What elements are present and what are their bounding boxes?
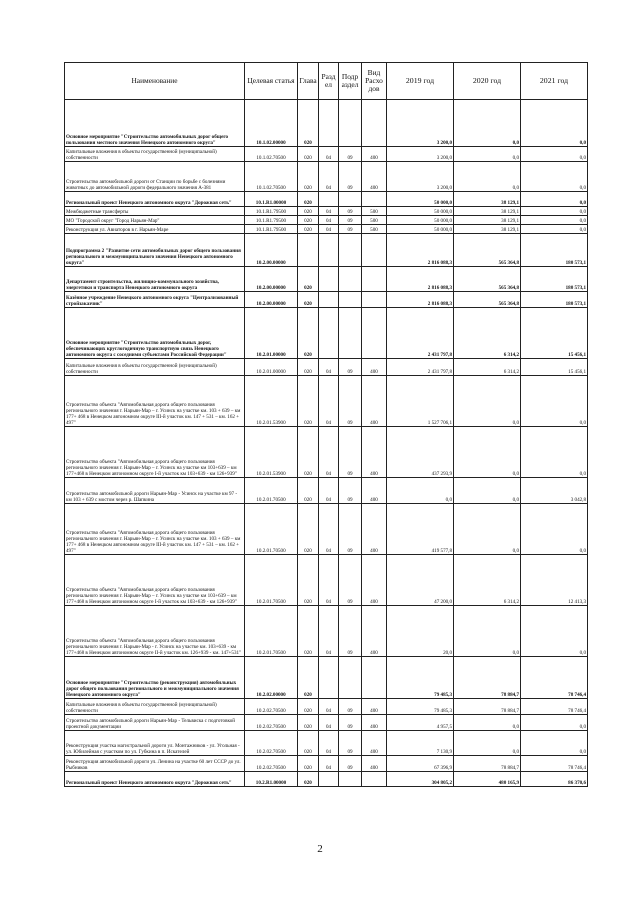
row-name: Основное мероприятие "Строительство (реконструкция) автомобильных дорог общего пользования регионального и межмуниципального значения Ненецкого автономного округа" <box>65 657 245 699</box>
row-2019-value: 4 957,5 <box>387 715 454 731</box>
row-2021-value: 0,0 <box>521 427 588 478</box>
row-podrazdel: 09 <box>339 359 362 376</box>
table-header-row <box>65 63 588 100</box>
row-glava: 020 <box>298 478 319 504</box>
row-2020-value: 78 884,7 <box>454 756 521 772</box>
row-razdel <box>319 657 339 699</box>
row-podrazdel: 09 <box>339 147 362 162</box>
row-2020-value: 565 364,8 <box>454 292 521 308</box>
table-row <box>65 207 588 216</box>
row-2019-value: 2 816 088,3 <box>387 267 454 292</box>
row-podrazdel: 09 <box>339 216 362 225</box>
row-name: Капитальные вложения в объекты государственной (муниципальной) собственности <box>65 147 245 162</box>
row-target-article: 10.1.02.70500 <box>245 147 298 162</box>
row-2021-value: 0,0 <box>521 207 588 216</box>
row-vid-raskhodov: 400 <box>362 162 387 192</box>
row-vid-raskhodov: 400 <box>362 731 387 756</box>
row-target-article: 10.1.R1.79500 <box>245 225 298 234</box>
row-vid-raskhodov: 500 <box>362 216 387 225</box>
row-target-article: 10.2.01.70500 <box>245 555 298 606</box>
row-2021-value: 0,0 <box>521 731 588 756</box>
row-glava: 020 <box>298 207 319 216</box>
row-razdel: 04 <box>319 207 339 216</box>
table-row <box>65 504 588 555</box>
row-glava: 020 <box>298 100 319 147</box>
row-2020-value: 565 364,8 <box>454 267 521 292</box>
row-podrazdel: 09 <box>339 731 362 756</box>
row-2019-value: 3 200,0 <box>387 100 454 147</box>
row-razdel: 04 <box>319 504 339 555</box>
row-podrazdel: 09 <box>339 555 362 606</box>
row-target-article: 10.2.01.53900 <box>245 427 298 478</box>
row-target-article: 10.2.01.00000 <box>245 308 298 359</box>
row-podrazdel: 09 <box>339 376 362 427</box>
row-2021-value: 180 573,1 <box>521 292 588 308</box>
table-row <box>65 756 588 772</box>
row-2021-value: 0,0 <box>521 162 588 192</box>
table-row <box>65 699 588 715</box>
row-target-article: 10.2.02.70500 <box>245 699 298 715</box>
table-row <box>65 376 588 427</box>
row-target-article: 10.2.00.00000 <box>245 292 298 308</box>
table-row <box>65 100 588 147</box>
row-vid-raskhodov: 400 <box>362 478 387 504</box>
row-2019-value: 50 000,0 <box>387 192 454 207</box>
table-row <box>65 225 588 234</box>
row-2021-value: 0,0 <box>521 606 588 657</box>
row-2019-value: 1 527 706,1 <box>387 376 454 427</box>
row-2019-value: 419 577,8 <box>387 504 454 555</box>
row-name: Строительство автомобильной дороги Нарьян-Мар - Усинск на участке км 97 - км 103 + 639 с мостом через р. Шапкина <box>65 478 245 504</box>
table-row <box>65 147 588 162</box>
row-glava: 020 <box>298 147 319 162</box>
row-vid-raskhodov: 500 <box>362 225 387 234</box>
row-2019-value: 50 000,0 <box>387 216 454 225</box>
row-name: Строительство объекта "Автомобильная дорога общего пользования регионального значения г. Нарьян-Мар – г. Усинск на участке км 103+639 – км 177+468 в Ненецком автономном округе I-й участок км 103+639 - км 126+939" <box>65 427 245 478</box>
row-2021-value: 0,0 <box>521 100 588 147</box>
row-2019-value: 2 431 797,8 <box>387 359 454 376</box>
row-2019-value: 50 000,0 <box>387 207 454 216</box>
row-podrazdel <box>339 657 362 699</box>
row-vid-raskhodov: 400 <box>362 359 387 376</box>
row-2021-value: 0,0 <box>521 192 588 207</box>
row-razdel: 04 <box>319 359 339 376</box>
row-2020-value: 6 314,2 <box>454 359 521 376</box>
table-row <box>65 216 588 225</box>
table-row <box>65 308 588 359</box>
row-target-article: 10.2.02.70500 <box>245 715 298 731</box>
row-glava: 020 <box>298 292 319 308</box>
row-2020-value: 78 884,7 <box>454 657 521 699</box>
row-name: Региональный проект Ненецкого автономного округа "Дорожная сеть" <box>65 772 245 787</box>
row-razdel <box>319 267 339 292</box>
row-vid-raskhodov: 400 <box>362 606 387 657</box>
row-name: Строительство автомобильной дороги Нарьян-Мар - Тельвиска с подготовкой проектной документации <box>65 715 245 731</box>
row-razdel <box>319 772 339 787</box>
row-razdel: 04 <box>319 216 339 225</box>
row-2021-value: 180 573,1 <box>521 267 588 292</box>
row-razdel: 04 <box>319 606 339 657</box>
row-razdel <box>319 234 339 267</box>
row-podrazdel <box>339 267 362 292</box>
row-target-article: 10.2.02.70500 <box>245 756 298 772</box>
row-name: Строительство объекта "Автомобильная дорога общего пользования регионального значения г. Нарьян-Мар - г. Усинск на участке км. 103+639 - км 177+468 в Ненецком автономном округе II-й участок км. 126+939 - км. 147+531" <box>65 606 245 657</box>
row-vid-raskhodov: 400 <box>362 427 387 478</box>
header-2019: 2019 год <box>387 63 454 100</box>
row-razdel: 04 <box>319 731 339 756</box>
row-2020-value: 0,0 <box>454 504 521 555</box>
row-2020-value: 0,0 <box>454 478 521 504</box>
row-razdel: 04 <box>319 225 339 234</box>
row-glava: 020 <box>298 216 319 225</box>
row-glava: 020 <box>298 225 319 234</box>
row-glava: 020 <box>298 657 319 699</box>
row-vid-raskhodov <box>362 308 387 359</box>
row-target-article: 10.1.02.70500 <box>245 162 298 192</box>
row-2021-value: 3 042,8 <box>521 478 588 504</box>
row-2019-value: 7 130,9 <box>387 731 454 756</box>
table-row <box>65 657 588 699</box>
row-vid-raskhodov: 400 <box>362 504 387 555</box>
row-podrazdel <box>339 192 362 207</box>
table-body <box>65 100 588 787</box>
row-2019-value: 437 293,9 <box>387 427 454 478</box>
row-glava: 020 <box>298 715 319 731</box>
row-glava: 020 <box>298 772 319 787</box>
row-target-article: 10.2.01.53900 <box>245 376 298 427</box>
row-2019-value: 50 000,0 <box>387 225 454 234</box>
table-row <box>65 478 588 504</box>
row-vid-raskhodov <box>362 234 387 267</box>
table-row <box>65 292 588 308</box>
row-2019-value: 47 200,0 <box>387 555 454 606</box>
page-number: 2 <box>317 843 323 855</box>
row-podrazdel: 09 <box>339 478 362 504</box>
row-podrazdel: 09 <box>339 225 362 234</box>
row-razdel <box>319 100 339 147</box>
table-row <box>65 427 588 478</box>
row-2020-value: 0,0 <box>454 606 521 657</box>
row-glava: 020 <box>298 504 319 555</box>
row-razdel <box>319 292 339 308</box>
row-2020-value: 0,0 <box>454 162 521 192</box>
row-target-article: 10.1.R1.79500 <box>245 207 298 216</box>
row-2021-value: 78 746,4 <box>521 657 588 699</box>
header-2020: 2020 год <box>454 63 521 100</box>
row-vid-raskhodov: 400 <box>362 147 387 162</box>
row-name: Основное мероприятие "Строительство автомобильных дорог, обеспечивающих круглогодичную транспортную связь Ненецкого автономного округа с соседними субъектами Российской Федерации" <box>65 308 245 359</box>
row-2020-value: 0,0 <box>454 376 521 427</box>
row-glava <box>298 234 319 267</box>
row-2021-value: 78 746,4 <box>521 756 588 772</box>
row-name: Межбюджетные трансферты <box>65 207 245 216</box>
row-2019-value: 79 485,3 <box>387 699 454 715</box>
row-podrazdel: 09 <box>339 606 362 657</box>
row-2021-value: 12 413,3 <box>521 555 588 606</box>
row-podrazdel: 09 <box>339 207 362 216</box>
row-vid-raskhodov <box>362 657 387 699</box>
row-glava: 020 <box>298 267 319 292</box>
row-name: Реконструкция ул. Авиаторов в г. Нарьян-Маре <box>65 225 245 234</box>
row-vid-raskhodov <box>362 772 387 787</box>
row-name: Строительство объекта "Автомобильная дорога общего пользования регионального значения г. Нарьян-Мар – г. Усинск на участке км. 103 + 639 – км 177+ 468 в Ненецком автономном округе III-й участок км. 147 + 531 – км. 162 + 497" <box>65 376 245 427</box>
row-podrazdel: 09 <box>339 504 362 555</box>
row-razdel: 04 <box>319 162 339 192</box>
row-glava: 020 <box>298 699 319 715</box>
row-vid-raskhodov: 400 <box>362 715 387 731</box>
row-razdel: 04 <box>319 756 339 772</box>
row-name: Строительство объекта "Автомобильная дорога общего пользования регионального значения г. Нарьян-Мар – г. Усинск на участке км. 103 + 639 – км 177+ 468 в Ненецком автономном округе III-й участок км. 147 + 531 – км. 162 + 497" <box>65 504 245 555</box>
row-2021-value: 0,0 <box>521 715 588 731</box>
row-2020-value: 0,0 <box>454 100 521 147</box>
row-target-article: 10.1.R1.00000 <box>245 192 298 207</box>
row-2021-value: 0,0 <box>521 225 588 234</box>
row-2021-value: 180 573,1 <box>521 234 588 267</box>
row-2019-value: 2 816 088,3 <box>387 234 454 267</box>
row-2020-value: 0,0 <box>454 147 521 162</box>
row-name: Казённое учреждение Ненецкого автономного округа "Централизованный стройзаказчик" <box>65 292 245 308</box>
row-name: Строительство объекта "Автомобильная дорога общего пользования регионального значения г. Нарьян-Мар – г. Усинск на участке км 103+639 – км 177+468 в Ненецком автономном округе I-й участок км 103+639 - км 126+939" <box>65 555 245 606</box>
row-podrazdel: 09 <box>339 427 362 478</box>
row-2020-value: 480 165,9 <box>454 772 521 787</box>
row-podrazdel: 09 <box>339 699 362 715</box>
table-row <box>65 267 588 292</box>
row-glava: 020 <box>298 192 319 207</box>
row-vid-raskhodov <box>362 192 387 207</box>
row-2019-value: 0,0 <box>387 478 454 504</box>
row-2020-value: 6 314,2 <box>454 555 521 606</box>
row-podrazdel <box>339 308 362 359</box>
row-target-article: 10.1.R1.79500 <box>245 216 298 225</box>
header-vid-raskhodov: Вид Расхо дов <box>362 63 387 100</box>
row-podrazdel <box>339 772 362 787</box>
row-2021-value: 15 456,1 <box>521 359 588 376</box>
row-2019-value: 79 485,3 <box>387 657 454 699</box>
row-target-article: 10.2.01.70500 <box>245 478 298 504</box>
row-2020-value: 78 884,7 <box>454 699 521 715</box>
row-razdel: 04 <box>319 427 339 478</box>
header-target-article: Целевая статья <box>245 63 298 100</box>
row-name: МО "Городской округ "Город Нарьян-Мар" <box>65 216 245 225</box>
row-glava: 020 <box>298 731 319 756</box>
budget-table <box>64 62 588 787</box>
row-podrazdel <box>339 292 362 308</box>
row-podrazdel <box>339 234 362 267</box>
row-name: Строительство автомобильной дороги от Станции по борьбе с болезнями животных до автомобильной дороги федерального значения А-381 <box>65 162 245 192</box>
row-2021-value: 86 370,6 <box>521 772 588 787</box>
header-razdel: Разд ел <box>319 63 339 100</box>
row-name: Капитальные вложения в объекты государственной (муниципальной) собственности <box>65 359 245 376</box>
row-target-article: 10.1.02.00000 <box>245 100 298 147</box>
row-podrazdel: 09 <box>339 756 362 772</box>
row-vid-raskhodov: 400 <box>362 376 387 427</box>
row-2019-value: 67 396,9 <box>387 756 454 772</box>
row-2019-value: 2 816 088,3 <box>387 292 454 308</box>
header-name: Наименование <box>65 63 245 100</box>
row-name: Реконструкция автомобильной дороги ул. Ленина на участке 60 лет СССР до ул. Рыбников <box>65 756 245 772</box>
row-glava: 020 <box>298 606 319 657</box>
row-2019-value: 304 805,2 <box>387 772 454 787</box>
row-vid-raskhodov: 400 <box>362 756 387 772</box>
header-podrazdel: Подр аздел <box>339 63 362 100</box>
row-target-article: 10.2.02.70500 <box>245 731 298 756</box>
row-2020-value: 38 129,1 <box>454 192 521 207</box>
row-razdel: 04 <box>319 555 339 606</box>
row-name: Подпрограмма 2 "Развитие сети автомобильных дорог общего пользования регионального и межмуниципального значения Ненецкого автономного округа" <box>65 234 245 267</box>
row-2021-value: 0,0 <box>521 376 588 427</box>
row-podrazdel <box>339 100 362 147</box>
row-razdel: 04 <box>319 147 339 162</box>
row-razdel: 04 <box>319 715 339 731</box>
row-glava: 020 <box>298 162 319 192</box>
row-glava: 020 <box>298 376 319 427</box>
row-name: Региональный проект Ненецкого автономного округа "Дорожная сеть" <box>65 192 245 207</box>
row-vid-raskhodov <box>362 292 387 308</box>
row-razdel <box>319 308 339 359</box>
row-podrazdel: 09 <box>339 162 362 192</box>
header-2021: 2021 год <box>521 63 588 100</box>
row-2021-value: 78 746,4 <box>521 699 588 715</box>
row-target-article: 10.2.00.00000 <box>245 234 298 267</box>
row-2020-value: 0,0 <box>454 731 521 756</box>
row-target-article: 10.2.01.70500 <box>245 606 298 657</box>
row-target-article: 10.2.00.00000 <box>245 267 298 292</box>
table-row <box>65 715 588 731</box>
table-row <box>65 606 588 657</box>
row-name: Департамент строительства, жилищно-коммунального хозяйства, энергетики и транспорта Ненецкого автономного округа <box>65 267 245 292</box>
header-glava: Глава <box>298 63 319 100</box>
row-2020-value: 38 129,1 <box>454 207 521 216</box>
row-glava: 020 <box>298 427 319 478</box>
row-2020-value: 0,0 <box>454 427 521 478</box>
row-target-article: 10.2.R1.00000 <box>245 772 298 787</box>
row-name: Основное мероприятие "Строительство автомобильных дорог общего пользования местного значения Ненецкого автономного округа" <box>65 100 245 147</box>
table-row <box>65 192 588 207</box>
row-2020-value: 38 129,1 <box>454 225 521 234</box>
row-2020-value: 38 129,1 <box>454 216 521 225</box>
row-name: Реконструкция участка магистральной дороги ул. Монтажников - ул. Угольная - ул. Юбилейная с участком по ул. Губкина в п. Искателей <box>65 731 245 756</box>
row-target-article: 10.2.01.70500 <box>245 504 298 555</box>
table-row <box>65 772 588 787</box>
row-vid-raskhodov: 400 <box>362 555 387 606</box>
row-target-article: 10.2.01.00000 <box>245 359 298 376</box>
row-2021-value: 0,0 <box>521 504 588 555</box>
row-razdel: 04 <box>319 376 339 427</box>
row-glava: 020 <box>298 359 319 376</box>
table-row <box>65 162 588 192</box>
row-vid-raskhodov: 500 <box>362 207 387 216</box>
row-2020-value: 6 314,2 <box>454 308 521 359</box>
row-2019-value: 20,0 <box>387 606 454 657</box>
row-2019-value: 3 200,0 <box>387 162 454 192</box>
row-2021-value: 0,0 <box>521 216 588 225</box>
row-glava: 020 <box>298 555 319 606</box>
row-vid-raskhodov: 400 <box>362 699 387 715</box>
row-razdel: 04 <box>319 699 339 715</box>
row-2020-value: 565 364,8 <box>454 234 521 267</box>
row-podrazdel: 09 <box>339 715 362 731</box>
row-glava: 020 <box>298 756 319 772</box>
row-2021-value: 15 456,1 <box>521 308 588 359</box>
row-2019-value: 2 431 797,8 <box>387 308 454 359</box>
row-vid-raskhodov <box>362 267 387 292</box>
table-row <box>65 234 588 267</box>
table-row <box>65 359 588 376</box>
table-row <box>65 555 588 606</box>
table-row <box>65 731 588 756</box>
row-razdel <box>319 192 339 207</box>
row-vid-raskhodov <box>362 100 387 147</box>
row-2021-value: 0,0 <box>521 147 588 162</box>
row-razdel: 04 <box>319 478 339 504</box>
row-name: Капитальные вложения в объекты государственной (муниципальной) собственности <box>65 699 245 715</box>
row-2019-value: 3 200,0 <box>387 147 454 162</box>
row-2020-value: 0,0 <box>454 715 521 731</box>
row-target-article: 10.2.02.00000 <box>245 657 298 699</box>
row-glava: 020 <box>298 308 319 359</box>
